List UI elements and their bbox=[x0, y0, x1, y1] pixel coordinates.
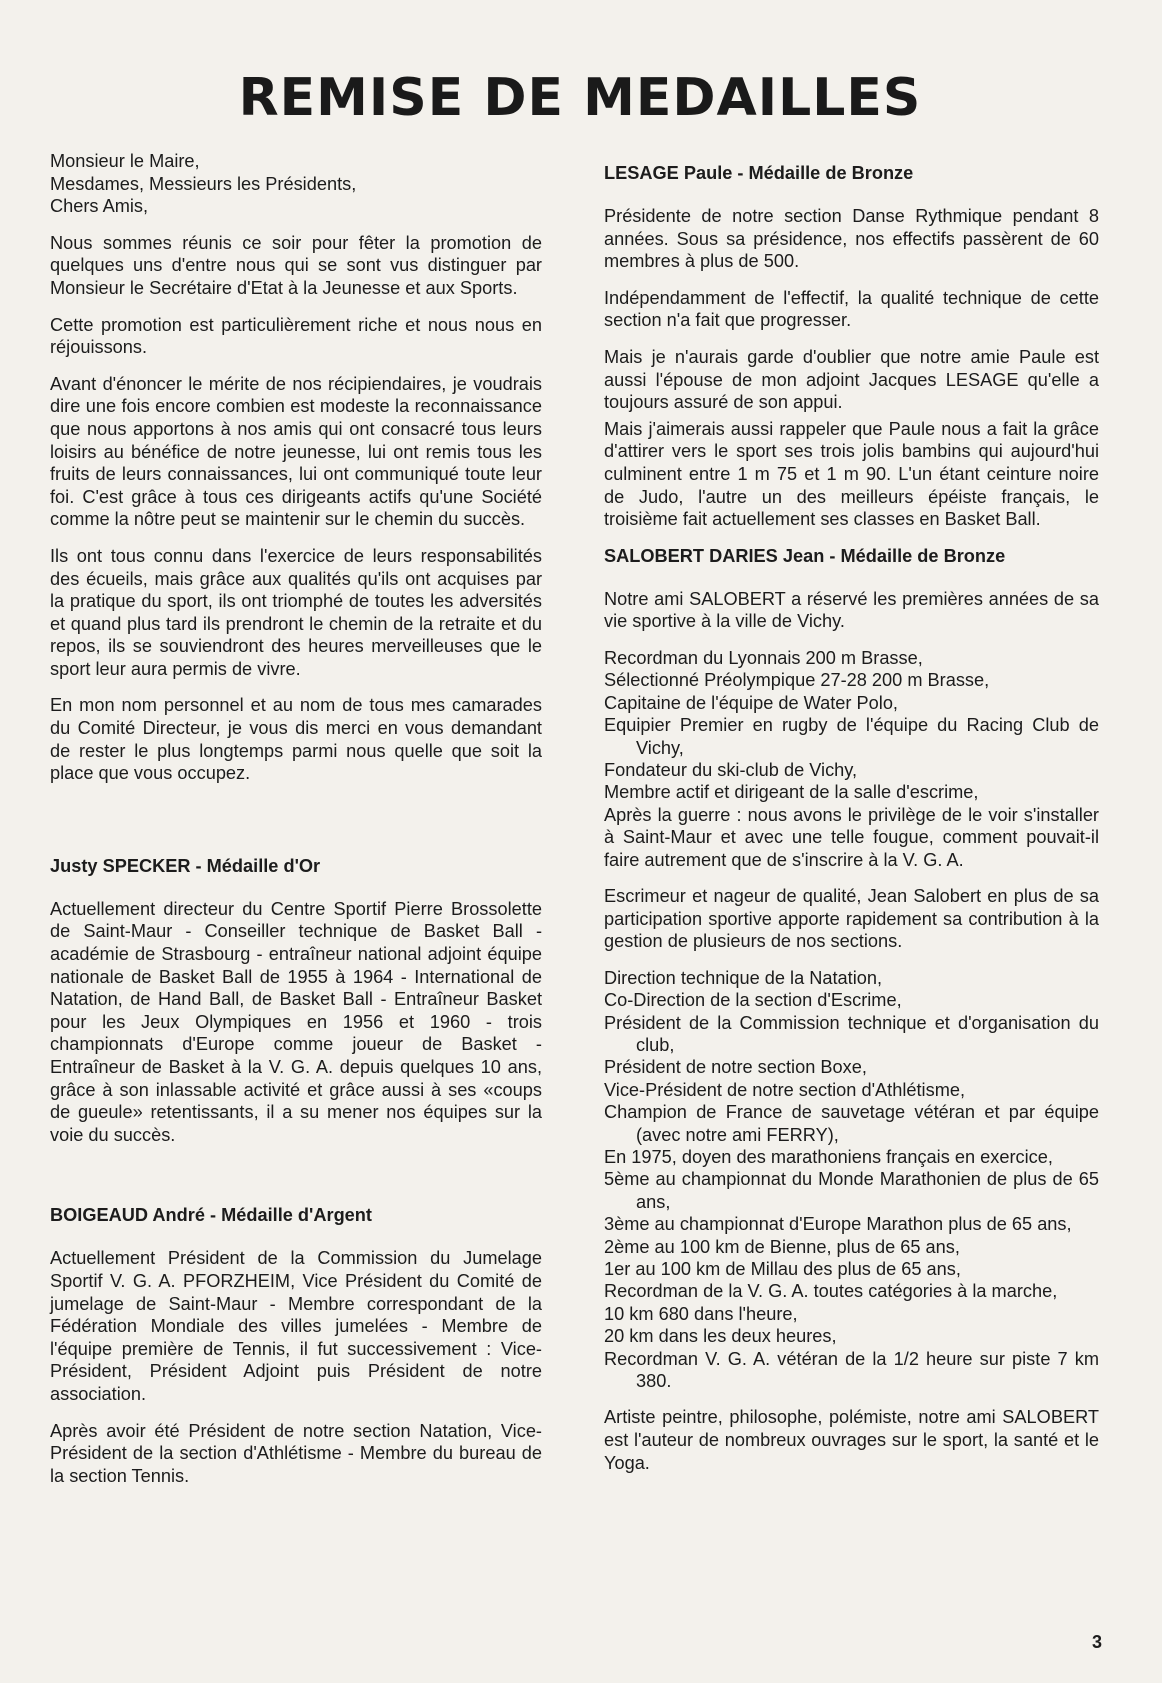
list-item: Président de notre section Boxe, bbox=[604, 1057, 867, 1078]
salutation-line: Chers Amis, bbox=[50, 196, 149, 217]
speech-paragraph: Avant d'énoncer le mérite de nos récipiendaires, je voudrais dire une fois encore combien est modeste la reconnaissance que nous apportons à nos amis qui ont consacré tous leurs loisirs au bénéfice de notre jeunesse, lui ont remis tous les fruits de leurs connaissances, lui ont communiqué toute leur foi. C'est grâce à tous ces dirigeants actifs qu'une Société comme la nôtre peut se maintenir sur le chemin du succès. bbox=[50, 373, 542, 530]
list-item: Direction technique de la Natation, bbox=[604, 967, 883, 988]
salobert-middle: Escrimeur et nageur de qualité, Jean Salobert en plus de sa participation sportive apporte rapidement sa contribution à la gestion de plusieurs de nos sections. bbox=[604, 885, 1099, 952]
lesage-text: Indépendamment de l'effectif, la qualité technique de cette section n'a fait que progresser. bbox=[604, 287, 1099, 331]
lesage-text: Mais je n'aurais garde d'oublier que notre amie Paule est aussi l'épouse de mon adjoint Jacques LESAGE qu'elle a toujours assuré de son appui. bbox=[604, 346, 1099, 413]
boigeaud-text: Actuellement Président de la Commission du Jumelage Sportif V. G. A. PFORZHEIM, Vice Président du Comité de jumelage de Saint-Maur - Membre correspondant de la Fédération Mondiale des villes jumelées - Membre de l'équipe première de Tennis, il fut successivement : Vice-Président, Président Adjoint puis Président de notre association. bbox=[50, 1248, 542, 1404]
lesage-heading: LESAGE Paule - Médaille de Bronze bbox=[604, 163, 914, 183]
speech-paragraph: Cette promotion est particulièrement riche et nous nous en réjouissons. bbox=[50, 314, 542, 358]
list-item: Sélectionné Préolympique 27-28 200 m Brasse, bbox=[604, 670, 990, 691]
list-item: Président de la Commission technique et d'organisation du club, bbox=[604, 1012, 1099, 1055]
list-item: 20 km dans les deux heures, bbox=[604, 1326, 837, 1347]
list-item: Après la guerre : nous avons le privilège de le voir s'installer à Saint-Maur et avec une telle fougue, comment pouvait-il faire autrement que de s'inscrire à la V. G. A. bbox=[604, 804, 1099, 870]
list-item: Recordman V. G. A. vétéran de la 1/2 heure sur piste 7 km 380. bbox=[604, 1348, 1099, 1392]
list-item: Membre actif et dirigeant de la salle d'escrime, bbox=[604, 782, 979, 803]
list-item: 3ème au championnat d'Europe Marathon plus de 65 ans, bbox=[604, 1214, 1072, 1235]
specker-heading: Justy SPECKER - Médaille d'Or bbox=[50, 855, 321, 876]
list-item: Recordman du Lyonnais 200 m Brasse, bbox=[604, 647, 923, 668]
speech-paragraph: Ils ont tous connu dans l'exercice de leurs responsabilités des écueils, mais grâce aux qualités qu'ils ont acquises par la pratique du sport, ils ont triomphé de toutes les adversités et quand plus tard ils prendront le chemin de la retraite et du repos, ils se souviendront des heures merveilleuses que le sport leur aura permis de vivre. bbox=[50, 545, 542, 679]
boigeaud-text: Après avoir été Président de notre section Natation, Vice-Président de la section d'Athlétisme - Membre du bureau de la section Tennis. bbox=[50, 1420, 542, 1486]
list-item: 2ème au 100 km de Bienne, plus de 65 ans, bbox=[604, 1236, 960, 1257]
left-column bbox=[50, 150, 542, 1501]
page-number: 3 bbox=[1091, 1632, 1102, 1652]
list-item: Fondateur du ski-club de Vichy, bbox=[604, 759, 858, 780]
list-item: Equipier Premier en rugby de l'équipe du Racing Club de Vichy, bbox=[604, 715, 1099, 758]
list-item: Vice-Président de notre section d'Athlétisme, bbox=[604, 1079, 966, 1100]
list-item: Capitaine de l'équipe de Water Polo, bbox=[604, 692, 898, 713]
salutation-line: Monsieur le Maire, bbox=[50, 151, 200, 171]
list-item: 10 km 680 dans l'heure, bbox=[604, 1303, 798, 1324]
salutation-line: Mesdames, Messieurs les Présidents, bbox=[50, 173, 357, 194]
lesage-text: Mais j'aimerais aussi rappeler que Paule nous a fait la grâce d'attirer vers le sport ses trois jolis bambins qui aujourd'hui culminent entre 1 m 75 et 1 m 90. L'un étant ceinture noire de Judo, l'autre un des meilleurs épéiste français, le troisième fait actuellement ses classes en Basket Ball. bbox=[604, 418, 1099, 530]
list-item: Champion de France de sauvetage vétéran et par équipe (avec notre ami FERRY), bbox=[604, 1102, 1099, 1145]
speech-paragraph: En mon nom personnel et au nom de tous mes camarades du Comité Directeur, je vous dis merci en vous demandant de rester le plus longtemps parmi nous quelle que soit la place que vous occupez. bbox=[50, 695, 542, 784]
salobert-heading: SALOBERT DARIES Jean - Médaille de Bronze bbox=[604, 545, 1006, 566]
specker-text: Actuellement directeur du Centre Sportif Pierre Brossolette de Saint-Maur - Conseiller technique de Basket Ball - académie de Strasbourg - entraîneur national adjoint équipe nationale de Basket Ball de 1955 à 1964 - International de Natation, de Hand Ball, de Basket Ball - Entraîneur Basket pour les Jeux Olympiques en 1956 et 1960 - trois championnats d'Europe comme joueur de Basket - Entraîneur de Basket à la V. G. A. depuis quelques 10 ans, grâce à son inlassable activité et grâce aussi à ses «coups de gueule» retentissants, il a su mener nos équipes sur la voie du succès. bbox=[50, 898, 542, 1145]
page-title: REMISE DE MEDAILLES bbox=[238, 68, 922, 128]
speech-paragraph: Nous sommes réunis ce soir pour fêter la promotion de quelques uns d'entre nous qui se sont vus distinguer par Monsieur le Secrétaire d'Etat à la Jeunesse et aux Sports. bbox=[50, 232, 542, 298]
list-item: En 1975, doyen des marathoniens français en exercice, bbox=[604, 1147, 1053, 1167]
right-column bbox=[604, 162, 1099, 1488]
lesage-text: Présidente de notre section Danse Rythmique pendant 8 années. Sous sa présidence, nos effectifs passèrent de 60 membres à plus de 500. bbox=[604, 206, 1099, 272]
list-item: Recordman de la V. G. A. toutes catégories à la marche, bbox=[604, 1281, 1058, 1302]
list-item: Co-Direction de la section d'Escrime, bbox=[604, 990, 902, 1011]
salutation bbox=[50, 150, 542, 218]
salobert-roles-list bbox=[604, 967, 1099, 1393]
salobert-intro: Notre ami SALOBERT a réservé les premières années de sa vie sportive à la ville de Vichy. bbox=[604, 588, 1099, 632]
salobert-closing: Artiste peintre, philosophe, polémiste, notre ami SALOBERT est l'auteur de nombreux ouvrages sur le sport, la santé et le Yoga. bbox=[604, 1407, 1099, 1473]
salobert-achievements-list bbox=[604, 647, 1099, 871]
boigeaud-heading: BOIGEAUD André - Médaille d'Argent bbox=[50, 1205, 372, 1226]
list-item: 5ème au championnat du Monde Marathonien de plus de 65 ans, bbox=[604, 1169, 1099, 1212]
list-item: 1er au 100 km de Millau des plus de 65 ans, bbox=[604, 1259, 961, 1280]
